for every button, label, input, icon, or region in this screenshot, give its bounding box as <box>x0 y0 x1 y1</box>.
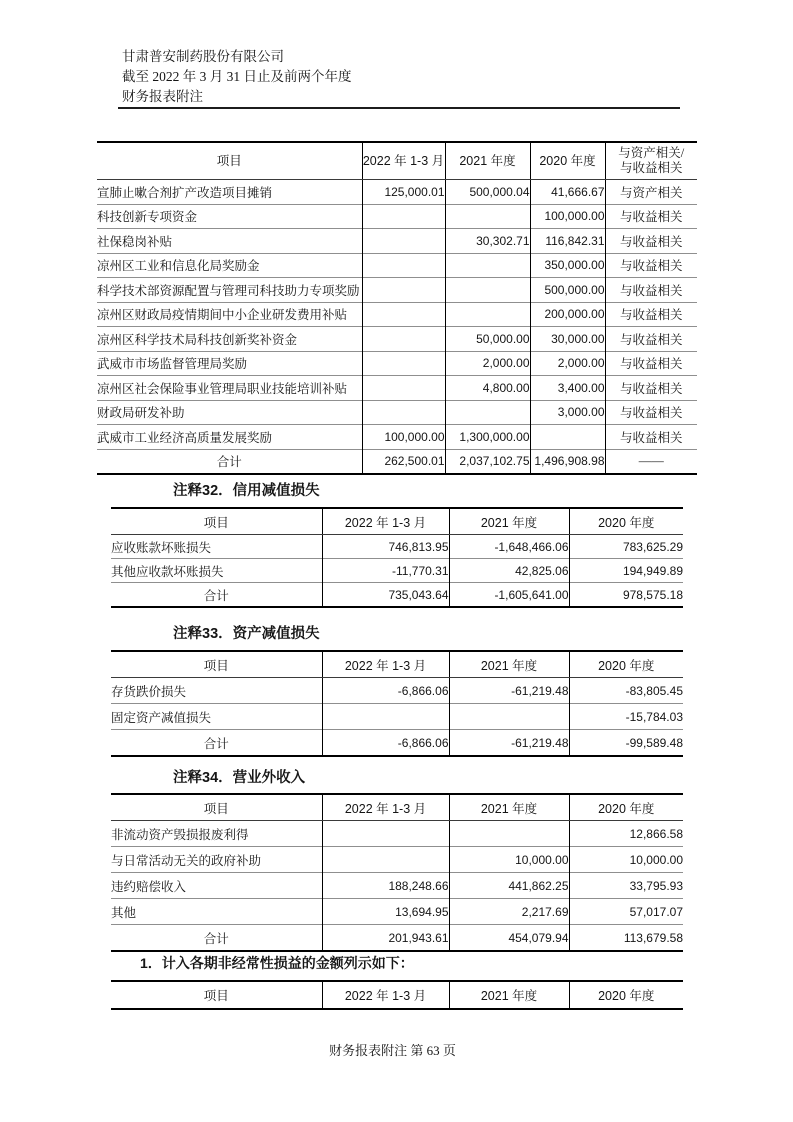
cell-2020: 3,400.00 <box>530 376 605 401</box>
table-row <box>97 278 697 303</box>
cell-item: 非流动资产毁损报废利得 <box>111 827 249 842</box>
table-row <box>111 678 683 704</box>
cell-2022 <box>362 229 445 254</box>
cell-2022: 125,000.01 <box>362 180 445 205</box>
table-row <box>111 873 683 899</box>
note32-title: 注释32．信用减值损失 <box>173 483 320 499</box>
cell-2022 <box>362 302 445 327</box>
table-header-row <box>111 981 683 1009</box>
note32-table <box>111 507 683 608</box>
cell-2022: 735,043.64 <box>322 583 449 608</box>
cell-related: 与收益相关 <box>605 425 697 450</box>
table-row <box>111 899 683 925</box>
cell-related: 与收益相关 <box>605 302 697 327</box>
total-row <box>111 925 683 952</box>
cell-related: 与收益相关 <box>605 327 697 352</box>
note33-table <box>111 650 683 757</box>
cell-item: 武威市工业经济高质量发展奖励 <box>97 425 362 450</box>
cell-2022 <box>362 253 445 278</box>
doc-type: 财务报表附注 <box>122 89 203 104</box>
cell-2020: 12,866.58 <box>569 821 683 847</box>
cell-2020: 100,000.00 <box>530 204 605 229</box>
cell-item: 凉州区工业和信息化局奖励金 <box>97 253 362 278</box>
cell-2021 <box>449 704 569 730</box>
cell-item: 凉州区社会保险事业管理局职业技能培训补贴 <box>97 376 362 401</box>
cell-2022: 188,248.66 <box>322 873 449 899</box>
cell-item: 财政局研发补助 <box>97 400 362 425</box>
cell-2021 <box>445 302 530 327</box>
total-row <box>111 730 683 757</box>
table-header-row <box>111 508 683 535</box>
cell-2021: 441,862.25 <box>449 873 569 899</box>
col-2022: 2022 年 1-3 月 <box>322 651 449 678</box>
table-row <box>97 327 697 352</box>
cell-2022: 262,500.01 <box>362 449 445 474</box>
table-row <box>97 229 697 254</box>
cell-2022: 201,943.61 <box>322 925 449 952</box>
cell-2021: 2,217.69 <box>449 899 569 925</box>
cell-2021: 42,825.06 <box>449 559 569 583</box>
cell-2022: 746,813.95 <box>322 535 449 559</box>
cell-item: 凉州区财政局疫情期间中小企业研发费用补贴 <box>97 302 362 327</box>
cell-related: 与收益相关 <box>605 229 697 254</box>
cell-2021: 50,000.00 <box>445 327 530 352</box>
cell-2020: 194,949.89 <box>569 559 683 583</box>
cell-2020: 116,842.31 <box>530 229 605 254</box>
cell-2021: -1,605,641.00 <box>449 583 569 608</box>
cell-2020: 1,496,908.98 <box>530 449 605 474</box>
cell-item: 宣肺止嗽合剂扩产改造项目摊销 <box>97 185 273 200</box>
cell-related: 与收益相关 <box>605 253 697 278</box>
col-related <box>605 142 697 180</box>
table-row <box>111 847 683 873</box>
cell-2022 <box>322 704 449 730</box>
cell-2021 <box>445 204 530 229</box>
cell-item: 合计 <box>111 583 322 608</box>
note34-table <box>111 793 683 952</box>
table-row <box>97 425 697 450</box>
col-2022: 2022 年 1-3 月 <box>322 508 449 535</box>
cell-2021: -61,219.48 <box>449 730 569 757</box>
cell-item: 与日常活动无关的政府补助 <box>111 847 322 873</box>
cell-2022: -6,866.06 <box>322 730 449 757</box>
cell-2021 <box>445 278 530 303</box>
cell-2020: 350,000.00 <box>530 253 605 278</box>
table-row <box>97 302 697 327</box>
cell-2022 <box>362 278 445 303</box>
header-divider <box>118 107 680 109</box>
cell-2022 <box>362 204 445 229</box>
cell-2020: 978,575.18 <box>569 583 683 608</box>
table-row <box>97 204 697 229</box>
cell-item: 违约赔偿收入 <box>111 873 322 899</box>
table-header-row <box>111 651 683 678</box>
cell-2021: -1,648,466.06 <box>449 535 569 559</box>
note33-title: 注释33．资产减值损失 <box>173 626 320 642</box>
table-row <box>97 351 697 376</box>
col-item: 项目 <box>111 794 322 821</box>
cell-2022 <box>322 847 449 873</box>
cell-related: 与收益相关 <box>605 376 697 401</box>
cell-2020: -15,784.03 <box>569 704 683 730</box>
table-row <box>97 180 697 205</box>
cell-item: 存货跌价损失 <box>111 684 187 699</box>
col-related-line1: 与资产相关/ <box>618 146 685 160</box>
col-2021: 2021 年度 <box>449 794 569 821</box>
cell-related: 与收益相关 <box>605 400 697 425</box>
cell-2022: -11,770.31 <box>322 559 449 583</box>
table-row <box>111 559 683 583</box>
cell-item: 科技创新专项资金 <box>97 204 362 229</box>
cell-item: 合计 <box>97 449 362 474</box>
cell-2022 <box>362 400 445 425</box>
cell-2020: -99,589.48 <box>569 730 683 757</box>
cell-2021 <box>449 821 569 847</box>
cell-related: —— <box>605 449 697 474</box>
cell-2020: 113,679.58 <box>569 925 683 952</box>
cell-2021: 500,000.04 <box>445 180 530 205</box>
cell-2022: 100,000.00 <box>362 425 445 450</box>
cell-2020: 2,000.00 <box>530 351 605 376</box>
table-row <box>97 400 697 425</box>
cell-item: 武威市市场监督管理局奖励 <box>97 351 362 376</box>
cell-2022 <box>322 821 449 847</box>
table-row <box>97 376 697 401</box>
table-row <box>111 821 683 847</box>
cell-2021: 10,000.00 <box>449 847 569 873</box>
cell-item: 科学技术部资源配置与管理司科技助力专项奖励 <box>97 278 362 303</box>
cell-2020: 33,795.93 <box>569 873 683 899</box>
cell-2022 <box>362 327 445 352</box>
col-2020: 2020 年度 <box>569 651 683 678</box>
cell-2021: 4,800.00 <box>445 376 530 401</box>
document-header <box>122 47 352 107</box>
cell-2022: -6,866.06 <box>322 678 449 704</box>
cell-2021 <box>445 400 530 425</box>
table-row <box>111 704 683 730</box>
cell-2020: 500,000.00 <box>530 278 605 303</box>
cell-2020: 30,000.00 <box>530 327 605 352</box>
cell-2021 <box>445 253 530 278</box>
cell-2020: -83,805.45 <box>569 678 683 704</box>
cell-2020: 57,017.07 <box>569 899 683 925</box>
cell-item: 固定资产减值损失 <box>111 704 322 730</box>
col-2021: 2021 年度 <box>449 981 569 1009</box>
cell-2021: -61,219.48 <box>449 678 569 704</box>
report-period: 截至 2022 年 3 月 31 日止及前两个年度 <box>122 69 352 84</box>
col-2022: 2022 年 1-3 月 <box>322 981 449 1009</box>
col-2022: 2022 年 1-3 月 <box>362 142 445 180</box>
cell-item: 合计 <box>111 730 322 757</box>
cell-2022 <box>362 376 445 401</box>
cell-item: 合计 <box>111 925 322 952</box>
table-header-row <box>111 794 683 821</box>
cell-2021: 2,000.00 <box>445 351 530 376</box>
cell-item: 其他 <box>111 899 322 925</box>
total-row <box>97 449 697 474</box>
cell-2020: 10,000.00 <box>569 847 683 873</box>
cell-item: 其他应收款坏账损失 <box>111 559 322 583</box>
cell-2020: 3,000.00 <box>530 400 605 425</box>
cell-item: 社保稳岗补贴 <box>97 229 362 254</box>
cell-2020 <box>530 425 605 450</box>
col-2020: 2020 年度 <box>530 142 605 180</box>
company-name: 甘肃普安制药股份有限公司 <box>122 49 284 64</box>
col-2020: 2020 年度 <box>569 794 683 821</box>
cell-2021: 30,302.71 <box>445 229 530 254</box>
total-row <box>111 583 683 608</box>
col-2021: 2021 年度 <box>445 142 530 180</box>
col-2020: 2020 年度 <box>569 981 683 1009</box>
col-2021: 2021 年度 <box>449 508 569 535</box>
cell-2021: 454,079.94 <box>449 925 569 952</box>
cell-item: 凉州区科学技术局科技创新奖补资金 <box>97 327 362 352</box>
col-related-line2: 与收益相关 <box>619 161 683 175</box>
nonrecurring-table <box>111 980 683 1010</box>
cell-item: 应收账款坏账损失 <box>111 540 212 555</box>
col-item: 项目 <box>111 651 322 678</box>
nonrecurring-title: 1．计入各期非经常性损益的金额列示如下： <box>140 955 414 971</box>
table-row <box>111 535 683 559</box>
table-row <box>97 253 697 278</box>
cell-related: 与收益相关 <box>605 351 697 376</box>
col-item: 项目 <box>97 142 362 180</box>
col-item: 项目 <box>111 508 322 535</box>
cell-2020: 783,625.29 <box>569 535 683 559</box>
cell-2020: 200,000.00 <box>530 302 605 327</box>
cell-related: 与收益相关 <box>605 204 697 229</box>
cell-2022: 13,694.95 <box>322 899 449 925</box>
col-2021: 2021 年度 <box>449 651 569 678</box>
col-2022: 2022 年 1-3 月 <box>322 794 449 821</box>
col-item: 项目 <box>111 981 322 1009</box>
cell-2021: 1,300,000.00 <box>445 425 530 450</box>
cell-2020: 41,666.67 <box>530 180 605 205</box>
cell-2021: 2,037,102.75 <box>445 449 530 474</box>
page-footer: 财务报表附注 第 63 页 <box>329 1043 456 1058</box>
note34-title: 注释34．营业外收入 <box>173 770 306 786</box>
cell-related: 与资产相关 <box>605 180 697 205</box>
cell-related: 与收益相关 <box>605 278 697 303</box>
grants-header-row <box>97 142 697 180</box>
grants-table <box>97 141 697 475</box>
cell-2022 <box>362 351 445 376</box>
col-2020: 2020 年度 <box>569 508 683 535</box>
